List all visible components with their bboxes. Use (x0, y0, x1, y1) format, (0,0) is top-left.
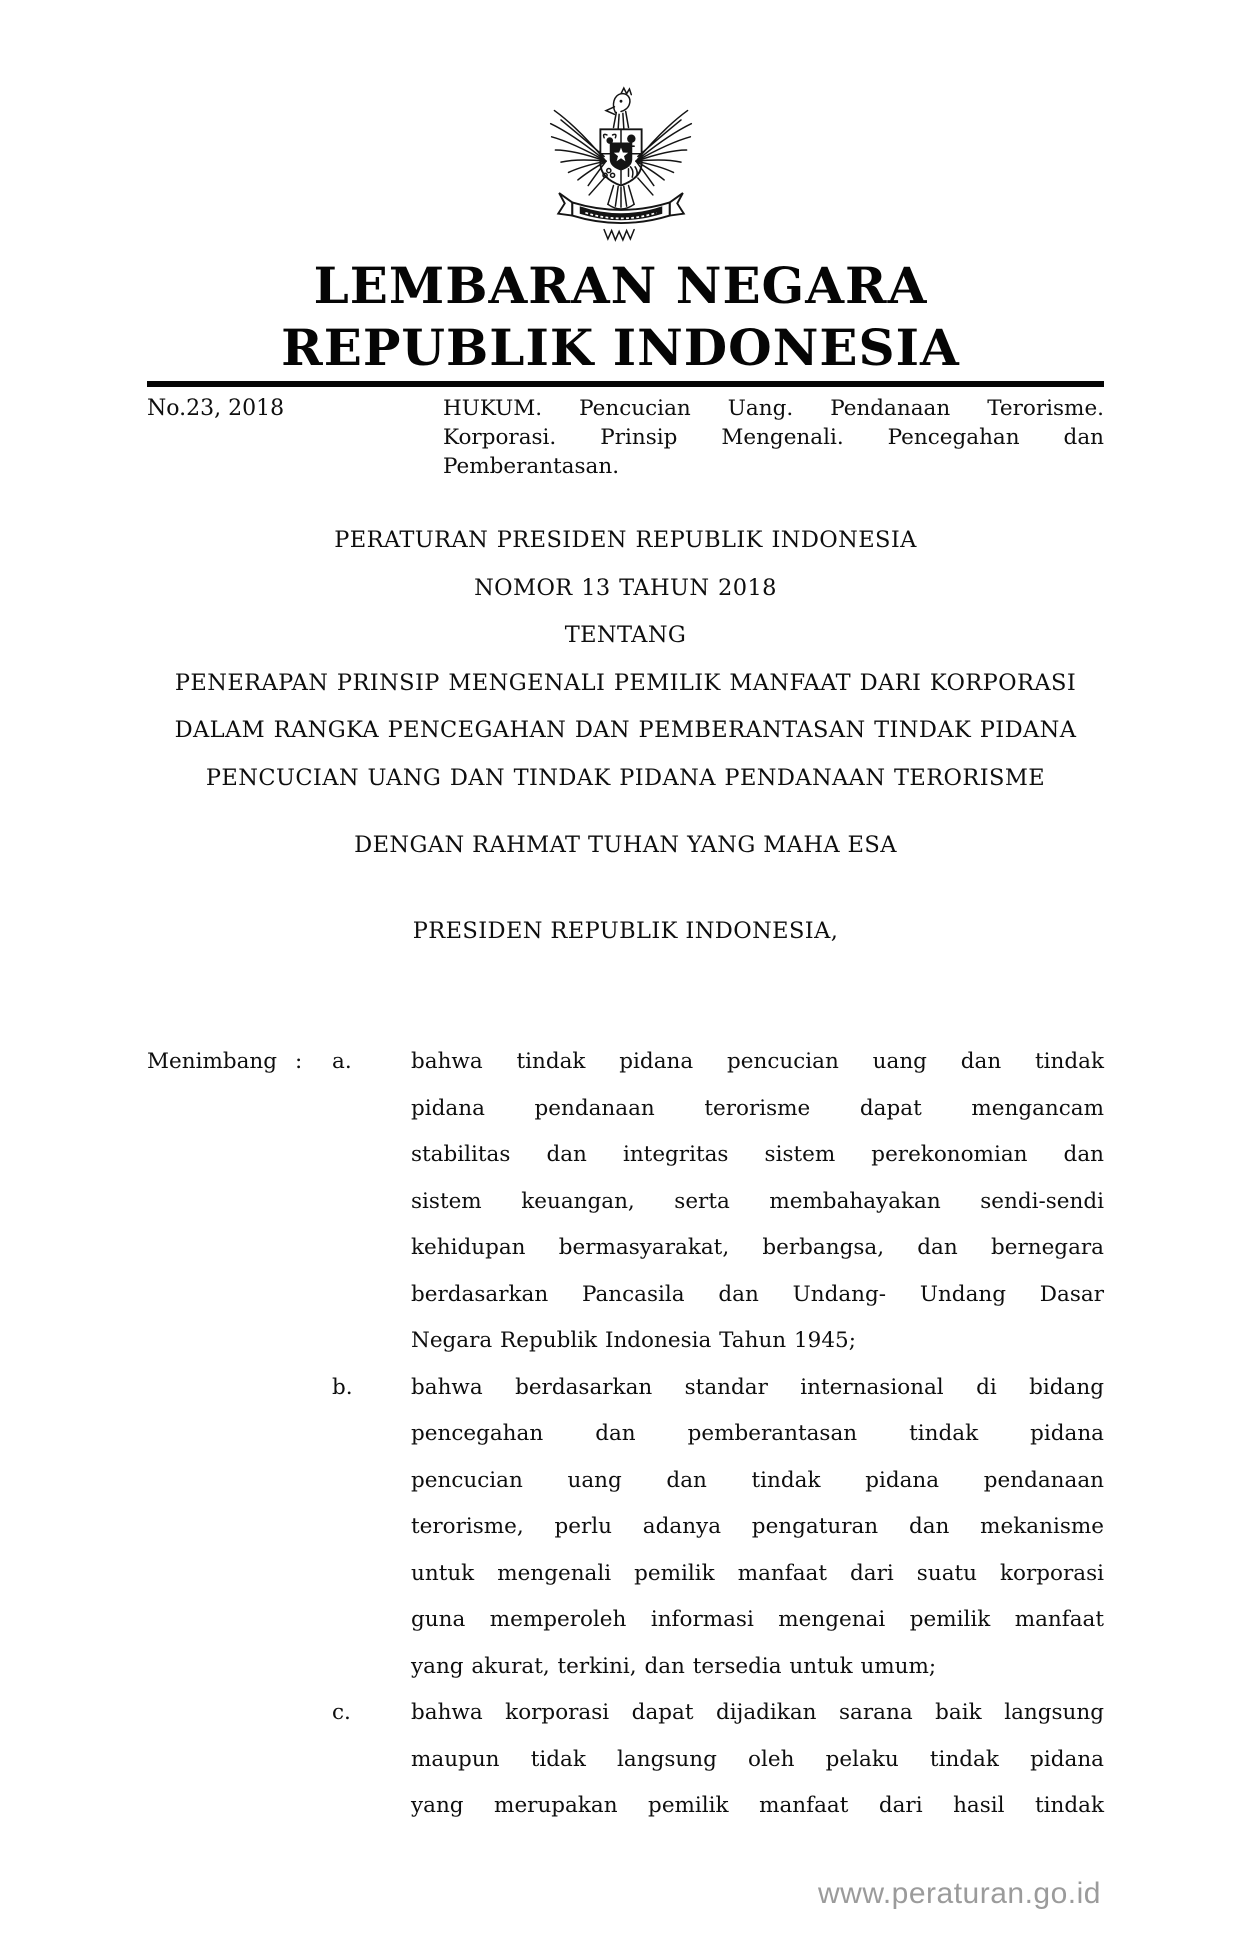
regulation-title (142, 517, 1109, 802)
masthead-line1: LEMBARAN NEGARA (313, 256, 928, 315)
item-text (411, 1690, 1104, 1830)
item-letter: a. (332, 1049, 352, 1074)
text-line: TENTANG (564, 622, 687, 648)
considering-section (147, 1039, 1104, 1830)
text-line: DALAM RANGKA PENCEGAHAN DAN PEMBERANTASAN TINDAK PIDANA (174, 717, 1077, 743)
text-line: PENCUCIAN UANG DAN TINDAK PIDANA PENDANAAN TERORISME (205, 764, 1046, 791)
watermark-url: www.peraturan.go.id (818, 1877, 1101, 1910)
invocation-line: DENGAN RAHMAT TUHAN YANG MAHA ESA (354, 832, 897, 858)
text-line: Korporasi. Prinsip Mengenali. Pencegahan dan (443, 425, 1104, 450)
text-line: maupun tidak langsung oleh pelaku tindak pidana (411, 1746, 1104, 1772)
masthead-line2: REPUBLIK INDONESIA (281, 318, 960, 377)
text-line: terorisme, perlu adanya pengaturan dan mekanisme (411, 1514, 1104, 1539)
text-line: pencucian uang dan tindak pidana pendanaan (411, 1467, 1104, 1493)
considering-item-b (332, 1365, 1104, 1691)
issue-number: No.23, 2018 (147, 396, 285, 421)
text-line: kehidupan bermasyarakat, berbangsa, dan bernegara (411, 1235, 1104, 1260)
garuda-pancasila-icon (546, 84, 696, 244)
text-line: sistem keuangan, serta membahayakan sendi-sendi (411, 1188, 1104, 1214)
text-line: stabilitas dan integritas sistem perekonomian dan (411, 1142, 1104, 1167)
text-line: bahwa korporasi dapat dijadikan sarana baik langsung (411, 1700, 1104, 1725)
item-text (411, 1365, 1104, 1691)
masthead (0, 255, 1241, 379)
considering-label: Menimbang (147, 1049, 278, 1074)
text-line: NOMOR 13 TAHUN 2018 (474, 574, 777, 601)
text-line: berdasarkan Pancasila dan Undang- Undang Dasar (411, 1281, 1104, 1307)
masthead-divider-rule (147, 381, 1104, 387)
item-text (411, 1039, 1104, 1365)
text-line: yang akurat, terkini, dan tersedia untuk umum; (411, 1653, 937, 1679)
issue-row (147, 394, 1104, 481)
text-line: untuk mengenali pemilik manfaat dari suatu korporasi (411, 1560, 1104, 1586)
text-line: bahwa berdasarkan standar internasional di bidang (411, 1374, 1104, 1400)
considering-items (332, 1039, 1104, 1830)
text-line: pencegahan dan pemberantasan tindak pidana (411, 1421, 1104, 1446)
subject-abstract (443, 394, 1104, 481)
considering-item-a (332, 1039, 1104, 1365)
item-letter: b. (332, 1374, 353, 1400)
text-line: pidana pendanaan terorisme dapat mengancam (411, 1095, 1104, 1121)
item-letter: c. (332, 1700, 351, 1725)
text-line: yang merupakan pemilik manfaat dari hasil tindak (411, 1793, 1104, 1818)
text-line: guna memperoleh informasi mengenai pemilik manfaat (411, 1607, 1104, 1632)
garuda-pancasila-svg (546, 84, 696, 244)
text-line: HUKUM. Pencucian Uang. Pendanaan Terorisme. (443, 396, 1104, 421)
authority-line: PRESIDEN REPUBLIK INDONESIA, (412, 918, 839, 944)
text-line: PERATURAN PRESIDEN REPUBLIK INDONESIA (334, 527, 917, 553)
text-line: bahwa tindak pidana pencucian uang dan tindak (411, 1049, 1104, 1074)
text-line: PENERAPAN PRINSIP MENGENALI PEMILIK MANFAAT DARI KORPORASI (174, 669, 1077, 696)
considering-colon: : (295, 1049, 303, 1074)
text-line: Pemberantasan. (443, 454, 620, 479)
considering-item-c (332, 1690, 1104, 1830)
text-line: Negara Republik Indonesia Tahun 1945; (411, 1328, 856, 1353)
